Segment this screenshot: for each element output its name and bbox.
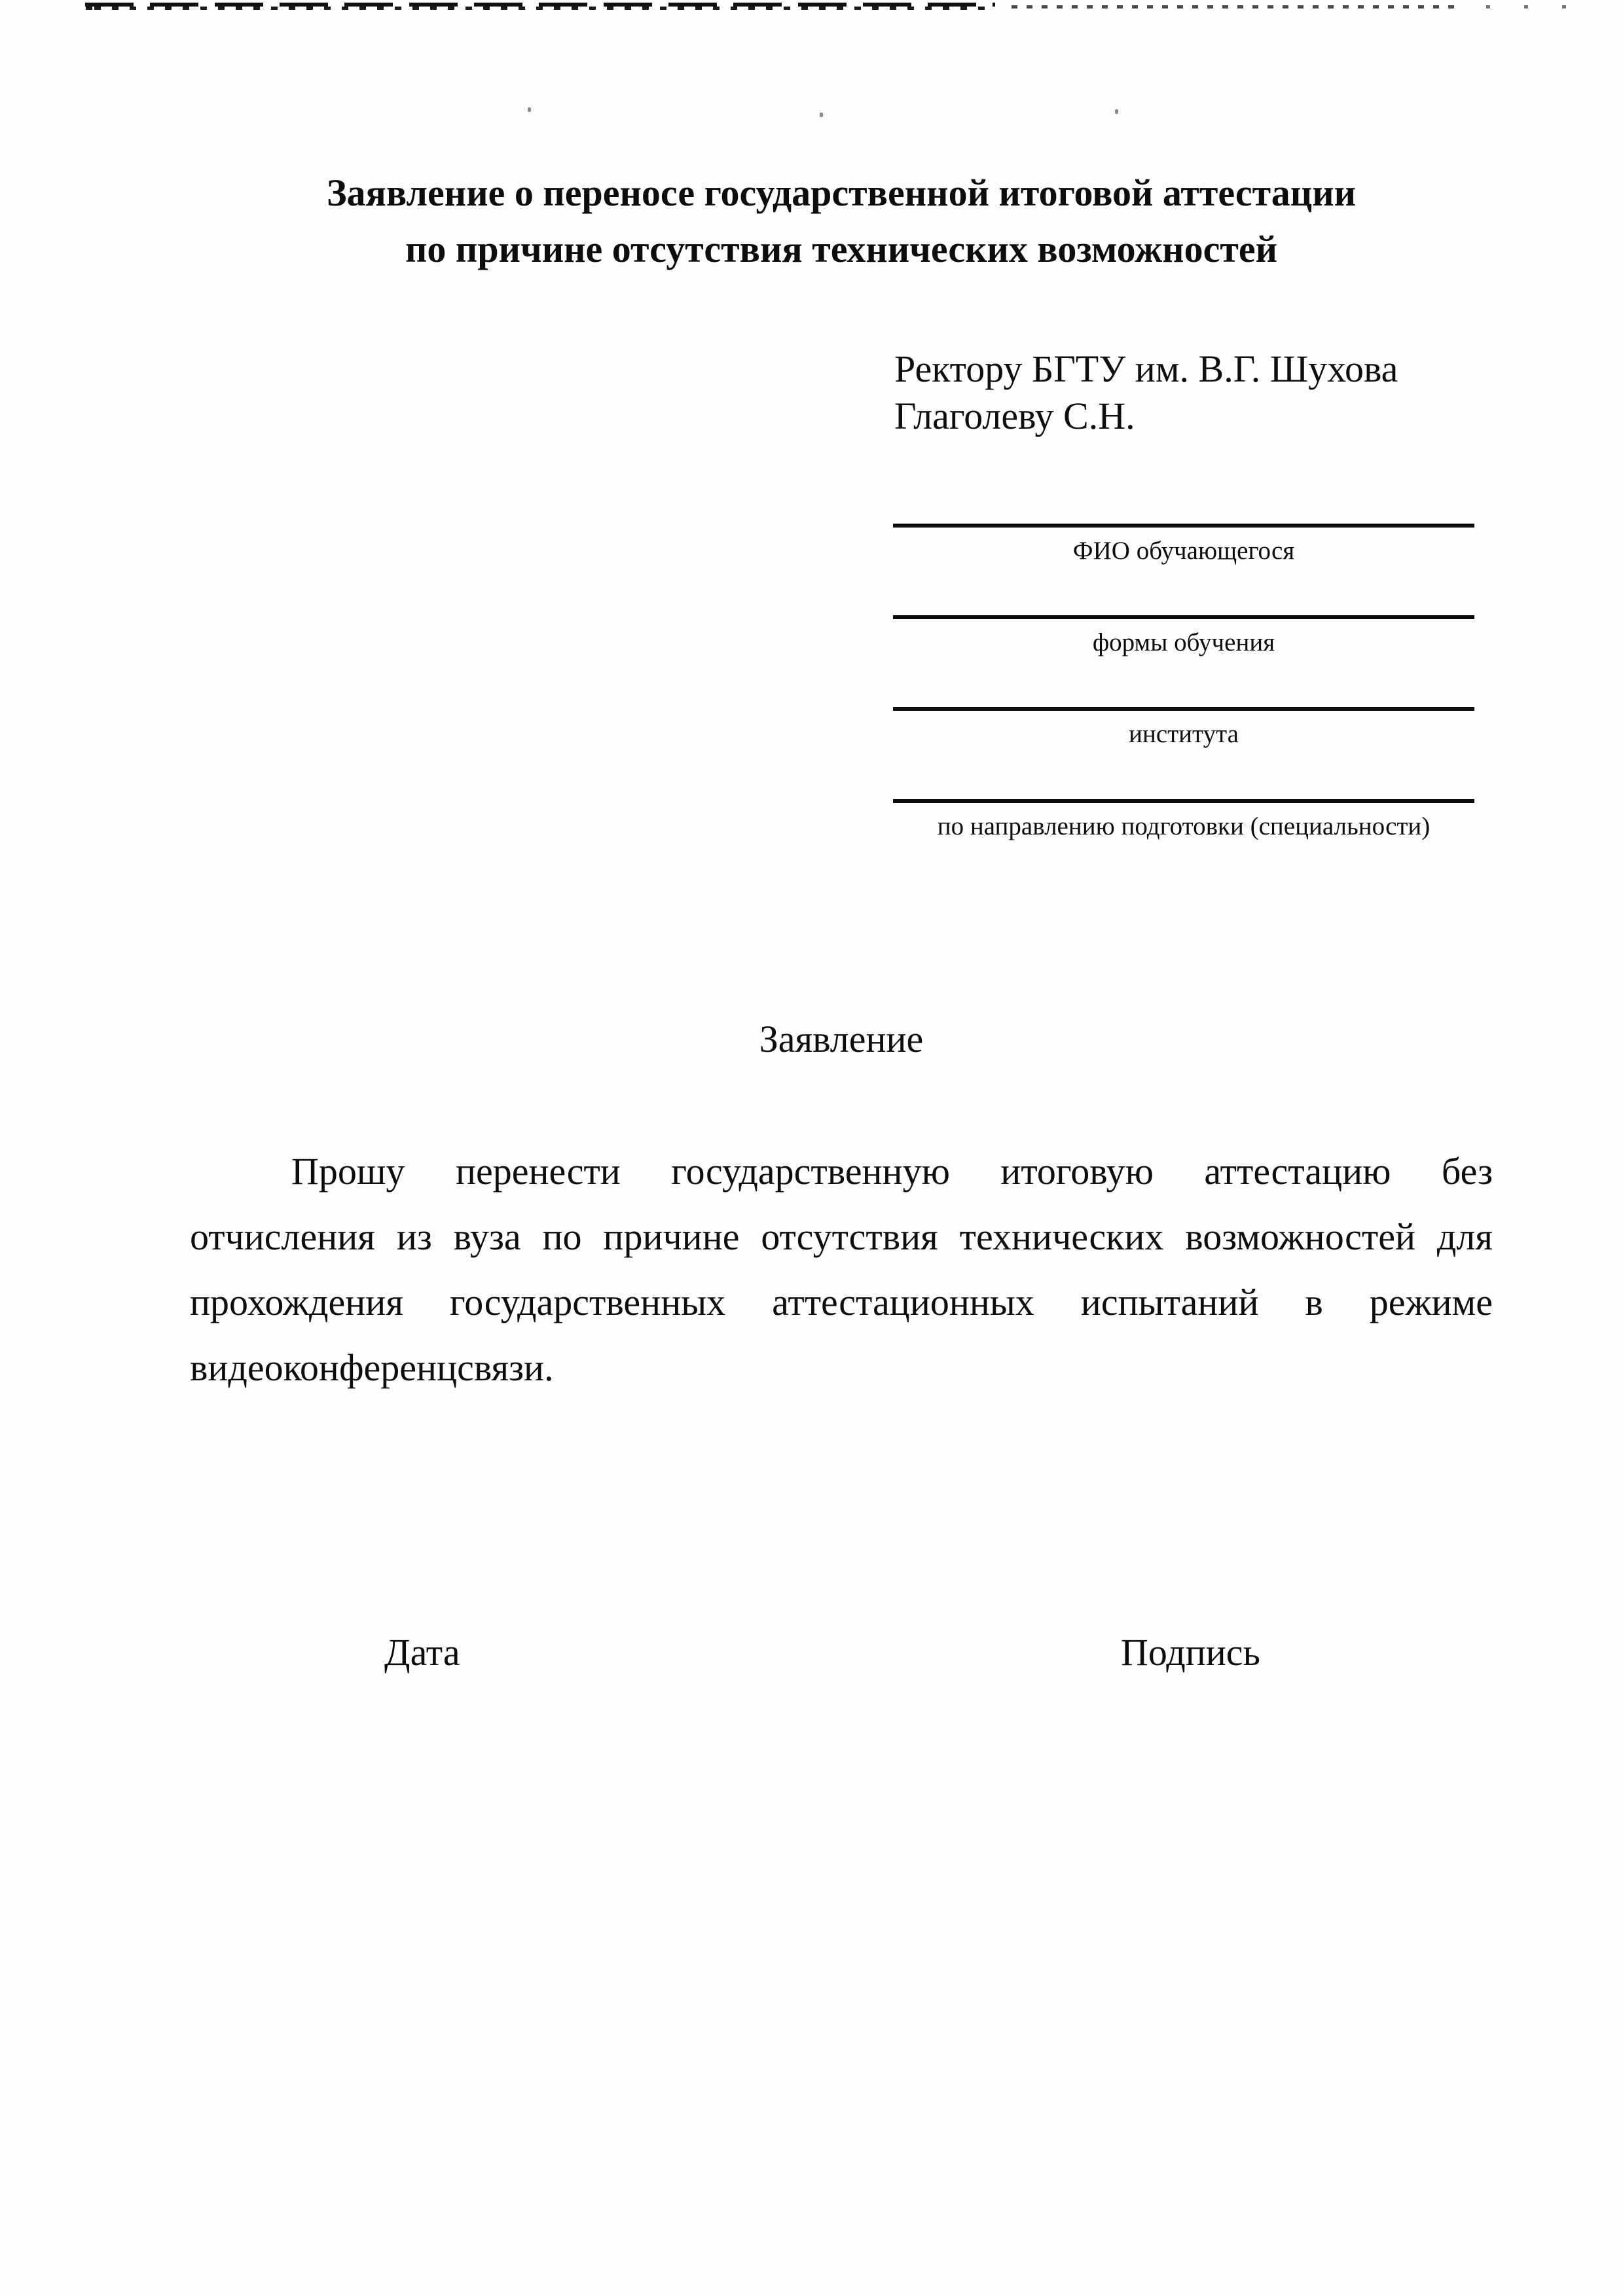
addressee-line-1: Ректору БГТУ им. В.Г. Шухова <box>894 348 1398 390</box>
document-title-line-2: по причине отсутствия технических возможностей <box>405 228 1277 270</box>
addressee-line-2: Глаголеву С.Н. <box>894 395 1135 437</box>
date-label: Дата <box>384 1631 460 1674</box>
scan-noise-band-left <box>85 2 995 10</box>
body-line-1: Прошу перенести государственную итоговую аттестацию без <box>291 1150 1493 1193</box>
field-label: ФИО обучающегося <box>1072 537 1295 565</box>
field-label: института <box>1129 720 1239 748</box>
document-title <box>190 165 1493 278</box>
form-field-institute <box>893 707 1474 749</box>
field-label: по направлению подготовки (специальности) <box>937 812 1431 840</box>
body-line-4: видеоконференцсвязи. <box>190 1346 554 1389</box>
addressee-block <box>894 346 1484 440</box>
scan-noise-band-middle <box>1012 5 1463 9</box>
scan-speck <box>1115 109 1118 114</box>
scan-speck <box>820 113 823 117</box>
field-label: формы обучения <box>1092 628 1275 656</box>
signature-label: Подпись <box>1121 1631 1260 1674</box>
form-field-specialty <box>893 799 1474 841</box>
form-field-study-form <box>893 615 1474 657</box>
body-paragraph <box>190 1139 1493 1401</box>
body-line-2: отчисления из вуза по причине отсутствия технических возможностей для <box>190 1215 1493 1258</box>
body-line-3: прохождения государственных аттестационных испытаний в режиме <box>190 1281 1493 1323</box>
scan-speck <box>528 107 531 112</box>
application-heading: Заявление <box>759 1018 924 1060</box>
scan-noise-band-right <box>1486 5 1597 9</box>
form-field-student-name <box>893 524 1474 565</box>
document-title-line-1: Заявление о переносе государственной итоговой аттестации <box>326 171 1357 214</box>
